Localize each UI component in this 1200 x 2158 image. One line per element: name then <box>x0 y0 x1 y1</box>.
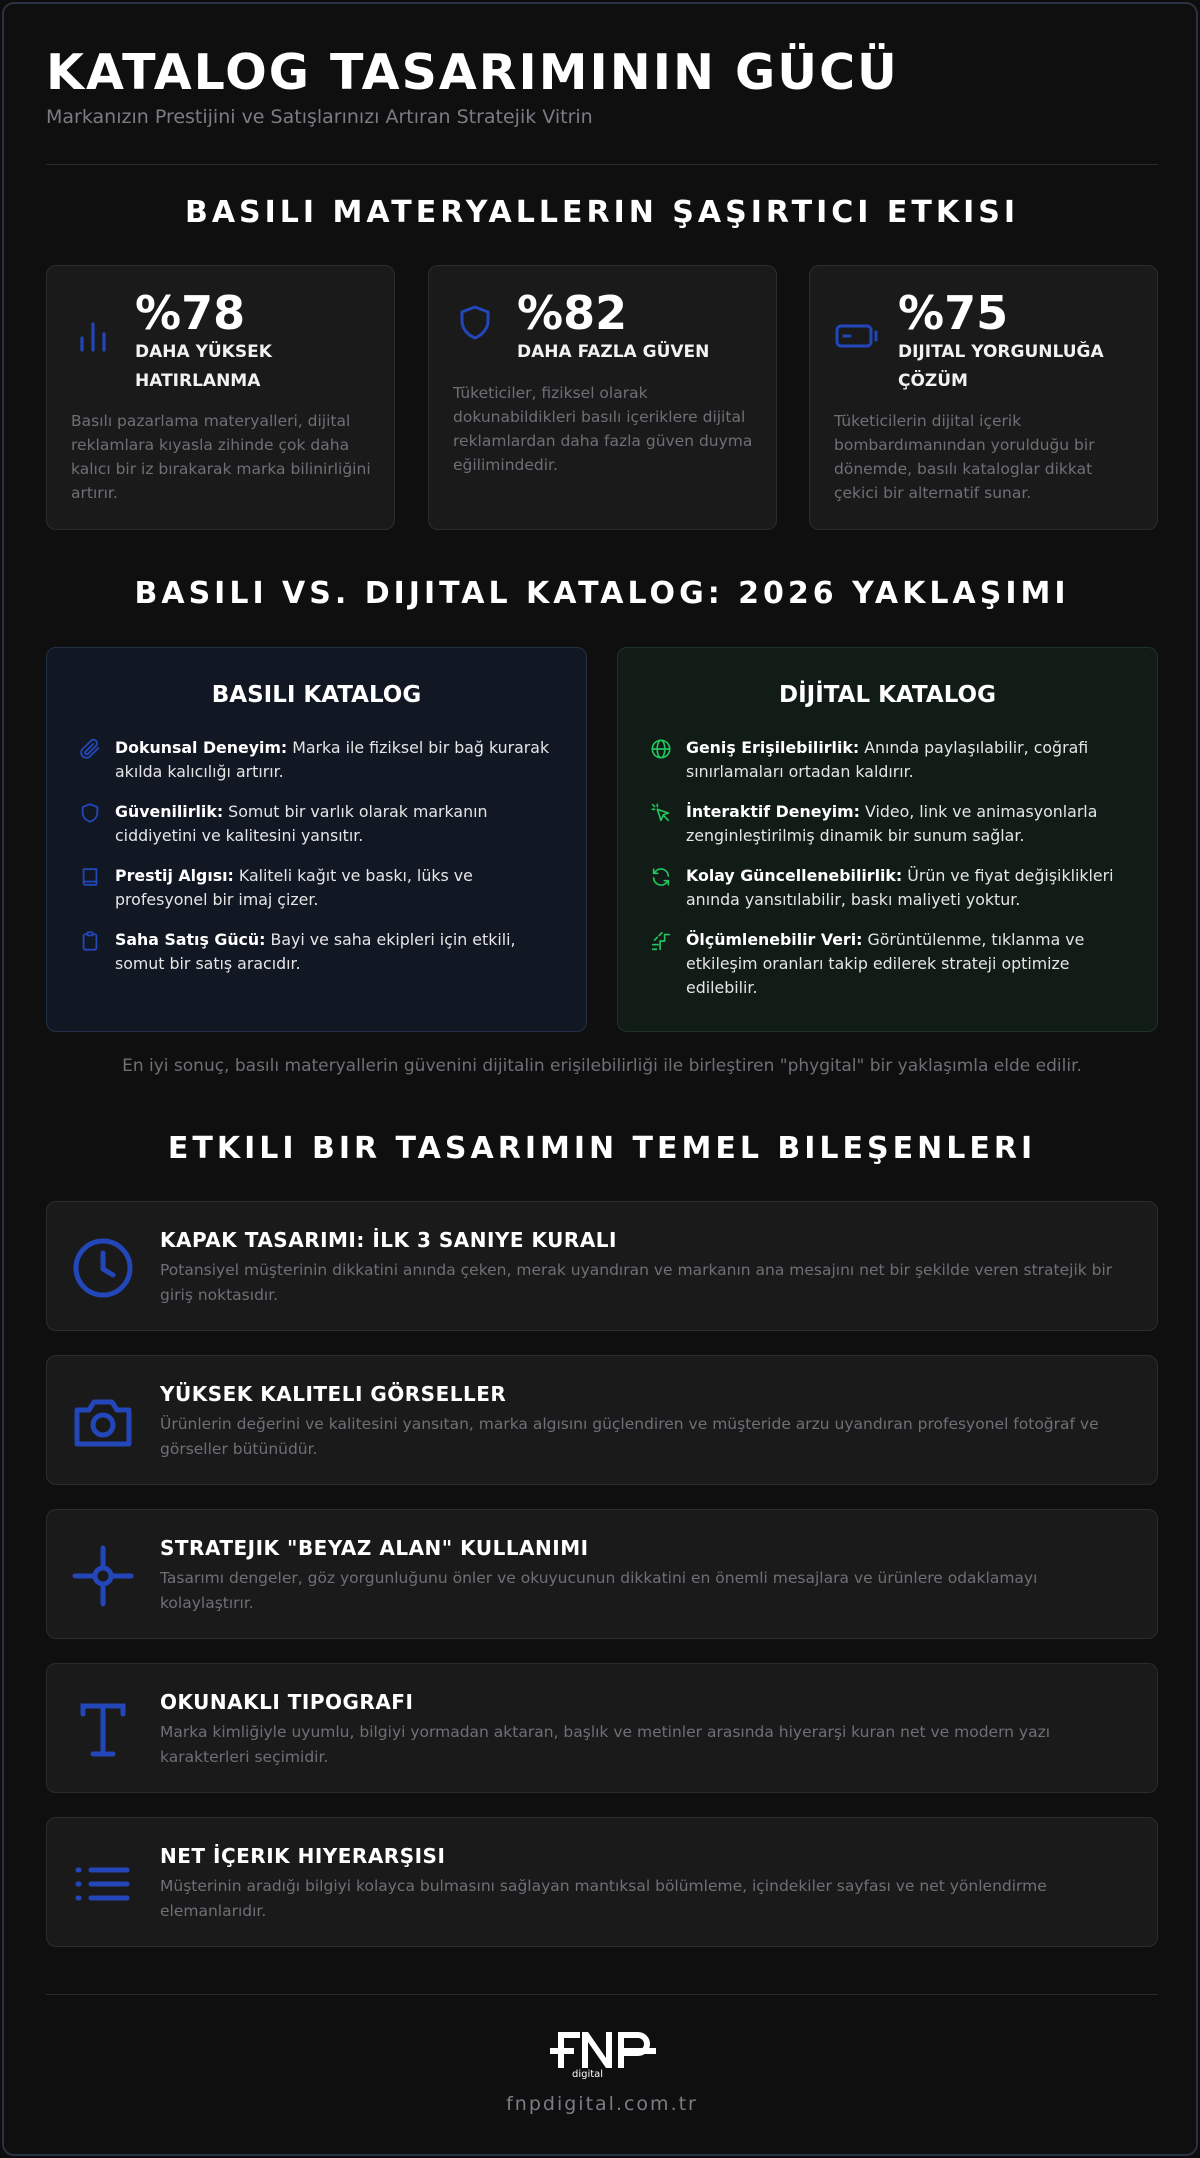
digital-catalog-card <box>617 647 1158 1032</box>
item-text: Video, link ve animasyonlarla zenginleştirilmiş dinamik bir sunum sağlar. <box>686 802 1098 845</box>
clipboard-icon <box>79 930 101 952</box>
item-term: Dokunsal Deneyim: <box>115 738 288 757</box>
page-title: KATALOG TASARIMININ GÜCÜ <box>46 44 899 101</box>
list-icon <box>71 1852 135 1916</box>
component-card-visuals <box>46 1355 1158 1485</box>
component-title: YÜKSEK KALITELI GÖRSELLER <box>160 1382 507 1406</box>
refresh-icon <box>650 866 672 888</box>
item-term: Saha Satış Gücü: <box>115 930 266 949</box>
component-description: Potansiyel müşterinin dikkatini anında çeken, merak uyandıran ve markanın ana mesajını net bir şekilde veren stratejik bir giriş noktasıdır. <box>160 1261 1113 1304</box>
stat-card-trust <box>428 265 777 530</box>
item-text: Görüntülenme, tıklanma ve etkileşim oranları takip edilerek strateji optimize edilebilir. <box>686 930 1085 997</box>
footer-divider <box>46 1994 1158 1995</box>
component-description: Marka kimliğiyle uyumlu, bilgiyi yormadan aktaran, başlık ve metinler arasında hiyerarşi kuran net ve modern yazı karakterleri seçimidir. <box>160 1723 1051 1766</box>
svg-text:digital: digital <box>572 2069 604 2080</box>
component-description: Tasarımı dengeler, göz yorgunluğunu önler ve okuyucunun dikkatini en önemli mesajlara ve ürünlere odaklamayı kolaylaştırır. <box>160 1569 1038 1612</box>
cursor-click-icon <box>650 802 672 824</box>
phygital-note: En iyi sonuç, basılı materyallerin güvenini dijitalin erişilebilirliği ile birleştiren "phygital" bir yaklaşımla elde edilir. <box>122 1056 1082 1076</box>
crosshair-icon <box>71 1544 135 1608</box>
stat-value: %82 <box>517 286 628 340</box>
impact-section-title: BASILI MATERYALLERIN ŞAŞIRTICI ETKISI <box>184 195 1020 230</box>
battery-low-icon <box>834 318 880 354</box>
item-text: Bayi ve saha ekipleri için etkili, somut bir satış aracıdır. <box>115 930 516 973</box>
component-title: NET İÇERIK HIYERARŞISI <box>160 1844 446 1868</box>
stat-label: DAHA FAZLA GÜVEN <box>517 342 710 362</box>
stat-description: Tüketiciler, fiziksel olarak dokunabildikleri basılı içeriklere dijital reklamlardan daha fazla güven duyma eğilimindedir. <box>453 384 753 474</box>
print-catalog-title: BASILI KATALOG <box>211 682 422 708</box>
camera-icon <box>71 1390 135 1454</box>
shield-icon <box>79 802 101 824</box>
item-term: İnteraktif Deneyim: <box>686 802 860 821</box>
component-description: Müşterinin aradığı bilgiyi kolayca bulmasını sağlayan mantıksal bölümleme, içindekiler sayfası ve net yönlendirme elemanlarıdır. <box>160 1877 1047 1920</box>
item-term: Geniş Erişilebilirlik: <box>686 738 860 757</box>
paperclip-icon <box>79 738 101 760</box>
stat-label: DIJITAL YORGUNLUĞA ÇÖZÜM <box>898 342 1104 391</box>
print-catalog-card <box>46 647 587 1032</box>
stat-value: %75 <box>898 286 1009 340</box>
stat-description: Basılı pazarlama materyalleri, dijital reklamlara kıyasla zihinde çok daha kalıcı bir iz bırakarak marka bilinirliğini artırır. <box>71 412 371 502</box>
footer-website[interactable]: fnpdigital.com.tr <box>506 2093 698 2115</box>
stat-description: Tüketicilerin dijital içerik bombardımanından yorulduğu bir dönemde, basılı kataloglar dikkat çekici bir alternatif sunar. <box>834 412 1095 502</box>
digital-catalog-title: DİJİTAL KATALOG <box>779 682 996 708</box>
component-title: OKUNAKLI TIPOGRAFI <box>160 1690 414 1714</box>
components-section-title: ETKILI BIR TASARIMIN TEMEL BILEŞENLERI <box>167 1131 1037 1166</box>
item-text: Kaliteli kağıt ve baskı, lüks ve profesyonel bir imaj çizer. <box>115 866 473 909</box>
page-subtitle: Markanızın Prestijini ve Satışlarınızı Artıran Stratejik Vitrin <box>46 106 593 128</box>
chart-trend-icon <box>650 930 672 952</box>
fnp-digital-logo[interactable] <box>550 2024 656 2080</box>
infographic-frame <box>2 2 1198 2156</box>
item-text: Anında paylaşılabilir, coğrafi sınırlamaları ortadan kaldırır. <box>686 738 1089 781</box>
item-text: Marka ile fiziksel bir bağ kurarak akılda kalıcılığı artırır. <box>115 738 550 781</box>
item-term: Güvenilirlik: <box>115 802 224 821</box>
comparison-section-title: BASILI VS. DIJITAL KATALOG: 2026 YAKLAŞIMI <box>134 576 1070 611</box>
item-text: Somut bir varlık olarak markanın ciddiyetini ve kalitesini yansıtır. <box>115 802 488 845</box>
item-term: Ölçümlenebilir Veri: <box>686 930 863 949</box>
component-title: KAPAK TASARIMI: İLK 3 SANIYE KURALI <box>160 1228 617 1252</box>
component-card-typography <box>46 1663 1158 1793</box>
component-description: Ürünlerin değerini ve kalitesini yansıtan, marka algısını güçlendiren ve müşteride arzu uyandıran profesyonel fotoğraf ve görseller bütünüdür. <box>160 1415 1099 1458</box>
clock-icon <box>71 1236 135 1300</box>
item-term: Kolay Güncellenebilirlik: <box>686 866 903 885</box>
typography-icon <box>71 1698 135 1762</box>
stat-card-recall <box>46 265 395 530</box>
item-text: Ürün ve fiyat değişiklikleri anında yansıtılabilir, baskı maliyeti yoktur. <box>686 866 1114 909</box>
component-card-cover <box>46 1201 1158 1331</box>
component-title: STRATEJIK "BEYAZ ALAN" KULLANIMI <box>160 1536 589 1560</box>
book-icon <box>79 866 101 888</box>
globe-icon <box>650 738 672 760</box>
component-card-hierarchy <box>46 1817 1158 1947</box>
bar-chart-icon <box>75 318 111 354</box>
stat-label: DAHA YÜKSEK HATIRLANMA <box>135 342 272 391</box>
shield-icon <box>457 304 493 340</box>
stat-value: %78 <box>135 286 246 340</box>
header-divider <box>46 164 1158 165</box>
stat-card-fatigue <box>809 265 1158 530</box>
item-term: Prestij Algısı: <box>115 866 234 885</box>
component-card-whitespace <box>46 1509 1158 1639</box>
